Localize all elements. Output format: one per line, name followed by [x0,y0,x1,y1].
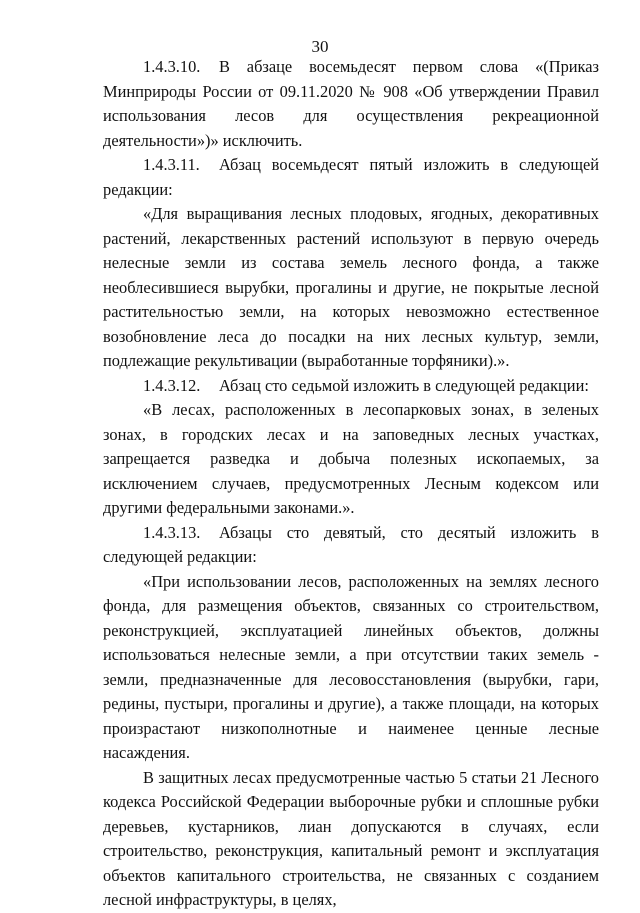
document-body [103,55,599,913]
paragraph-1-4-3-13 [103,521,599,570]
clause-number: 1.4.3.10. [143,57,201,76]
paragraph-text: Абзацы сто девятый, сто десятый изложить в следующей редакции: [103,522,599,566]
paragraph-text: Абзац восемьдесят пятый изложить в следующей редакции: [103,155,599,199]
paragraph-1-4-3-12 [103,374,599,399]
paragraph-1-4-3-11 [103,153,599,202]
paragraph-text: «Для выращивания лесных плодовых, ягодных, декоративных растений, лекарственных растений используют в первую очередь нелесные земли из состава земель лесного фонда, а также необлесившиеся вырубки, прогалины и другие, не покрытые лесной растительностью земли, на которых невозможно естественное возобновление леса до посадки на них лесных культур, земли, подлежащие рекультивации (выработанные торфяники).». [103,204,599,370]
clause-number: 1.4.3.11. [143,155,200,174]
paragraph-text: «В лесах, расположенных в лесопарковых зонах, в зеленых зонах, в городских лесах и на заповедных лесных участках, запрещается разведка и добыча полезных ископаемых, за исключением случаев, предусмотренных Лесным кодексом или другими федеральными законами.». [103,400,599,517]
paragraph-1-4-3-10 [103,55,599,153]
clause-number: 1.4.3.13. [143,522,201,542]
quoted-paragraph-linear-objects [103,570,599,766]
paragraph-text: В абзаце восемьдесят первом слова «(Приказ Минприроды России от 09.11.2020 № 908 «Об утверждении Правил использования лесов для осуществления рекреационной деятельности»)» исключить. [103,57,599,150]
clause-number: 1.4.3.12. [143,375,201,395]
quoted-paragraph-fruit-plants [103,202,599,374]
quoted-paragraph-forest-park-zones [103,398,599,521]
paragraph-protective-forests [103,766,599,913]
paragraph-text: «При использовании лесов, расположенных на землях лесного фонда, для размещения объектов, связанных со строительством, реконструкцией, эксплуатацией линейных объектов, должны использоваться нелесные земли, а при отсутствии таких земель - земли, предназначенные для лесовосстановления (вырубки, гари, редины, пустыри, прогалины и другие), а также площади, на которых произрастают низкополнотные и наименее ценные лесные насаждения. [103,571,599,762]
paragraph-text: В защитных лесах предусмотренные частью 5 статьи 21 Лесного кодекса Российской Федерации выборочные рубки и сплошные рубки деревьев, кустарников, лиан допускаются в случаях, если строительство, реконструкция, капитальный ремонт и эксплуатация объектов капитального строительства, не связанных с созданием лесной инфраструктуры, в целях, [103,767,599,909]
page-number: 30 [311,37,329,56]
paragraph-text: Абзац сто седьмой изложить в следующей редакции: [219,375,589,395]
